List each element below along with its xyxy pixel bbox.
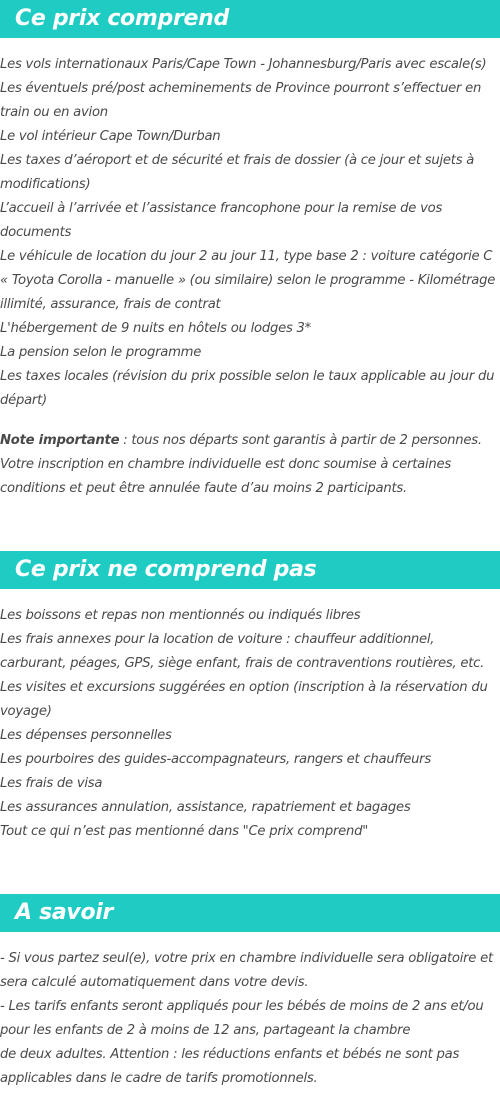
note-text: : tous nos départs sont garantis à partir de 2 personnes. Votre inscription en chambre individuelle est donc soumise à certaines conditions et peut être annulée faute d’au moins 2 participants. bbox=[0, 433, 482, 496]
info-list bbox=[0, 947, 500, 1091]
important-note bbox=[0, 429, 500, 501]
list-item: Les taxes d’aéroport et de sécurité et frais de dossier (à ce jour et sujets à modifications) bbox=[0, 153, 475, 192]
list-item: - Les tarifs enfants seront appliqués pour les bébés de moins de 2 ans et/ou pour les enfants de 2 à moins de 12 ans, partageant la chambre bbox=[0, 999, 484, 1038]
list-item: Les frais annexes pour la location de voiture : chauffeur additionnel, carburant, péages, GPS, siège enfant, frais de contraventions routières, etc. bbox=[0, 632, 485, 671]
list-item: Le véhicule de location du jour 2 au jour 11, type base 2 : voiture catégorie C « Toyota Corolla - manuelle » (ou similaire) selon le programme - Kilométrage illimité, assurance, frais de contrat bbox=[0, 249, 496, 312]
list-item: La pension selon le programme bbox=[0, 345, 202, 360]
list-item: - Si vous partez seul(e), votre prix en chambre individuelle sera obligatoire et sera calculé automatiquement dans votre devis. bbox=[0, 951, 493, 990]
list-item: de deux adultes. Attention : les réductions enfants et bébés ne sont pas applicables dans le cadre de tarifs promotionnels. bbox=[0, 1047, 460, 1086]
list-item: Les frais de visa bbox=[0, 776, 103, 791]
includes-list bbox=[0, 53, 500, 413]
list-item: Les pourboires des guides-accompagnateurs, rangers et chauffeurs bbox=[0, 752, 431, 767]
section-title-includes: Ce prix comprend bbox=[0, 0, 500, 38]
note-label: Note importante bbox=[0, 433, 120, 448]
section-title-excludes: Ce prix ne comprend pas bbox=[0, 551, 500, 589]
list-item: Les dépenses personnelles bbox=[0, 728, 172, 743]
list-item: Les visites et excursions suggérées en option (inscription à la réservation du voyage) bbox=[0, 680, 488, 719]
list-item: Les assurances annulation, assistance, rapatriement et bagages bbox=[0, 800, 411, 815]
list-item: Le vol intérieur Cape Town/Durban bbox=[0, 129, 221, 144]
list-item: Les boissons et repas non mentionnés ou indiqués libres bbox=[0, 608, 361, 623]
section-title-info: A savoir bbox=[0, 894, 500, 932]
list-item: Tout ce qui n’est pas mentionné dans "Ce prix comprend" bbox=[0, 824, 369, 839]
list-item: Les taxes locales (révision du prix possible selon le taux applicable au jour du départ) bbox=[0, 369, 495, 408]
list-item: L'hébergement de 9 nuits en hôtels ou lodges 3* bbox=[0, 321, 311, 336]
list-item: Les éventuels pré/post acheminements de Province pourront s’effectuer en train ou en avion bbox=[0, 81, 482, 120]
excludes-list bbox=[0, 604, 500, 844]
list-item: L’accueil à l’arrivée et l’assistance francophone pour la remise de vos documents bbox=[0, 201, 443, 240]
list-item: Les vols internationaux Paris/Cape Town - Johannesburg/Paris avec escale(s) bbox=[0, 57, 487, 72]
